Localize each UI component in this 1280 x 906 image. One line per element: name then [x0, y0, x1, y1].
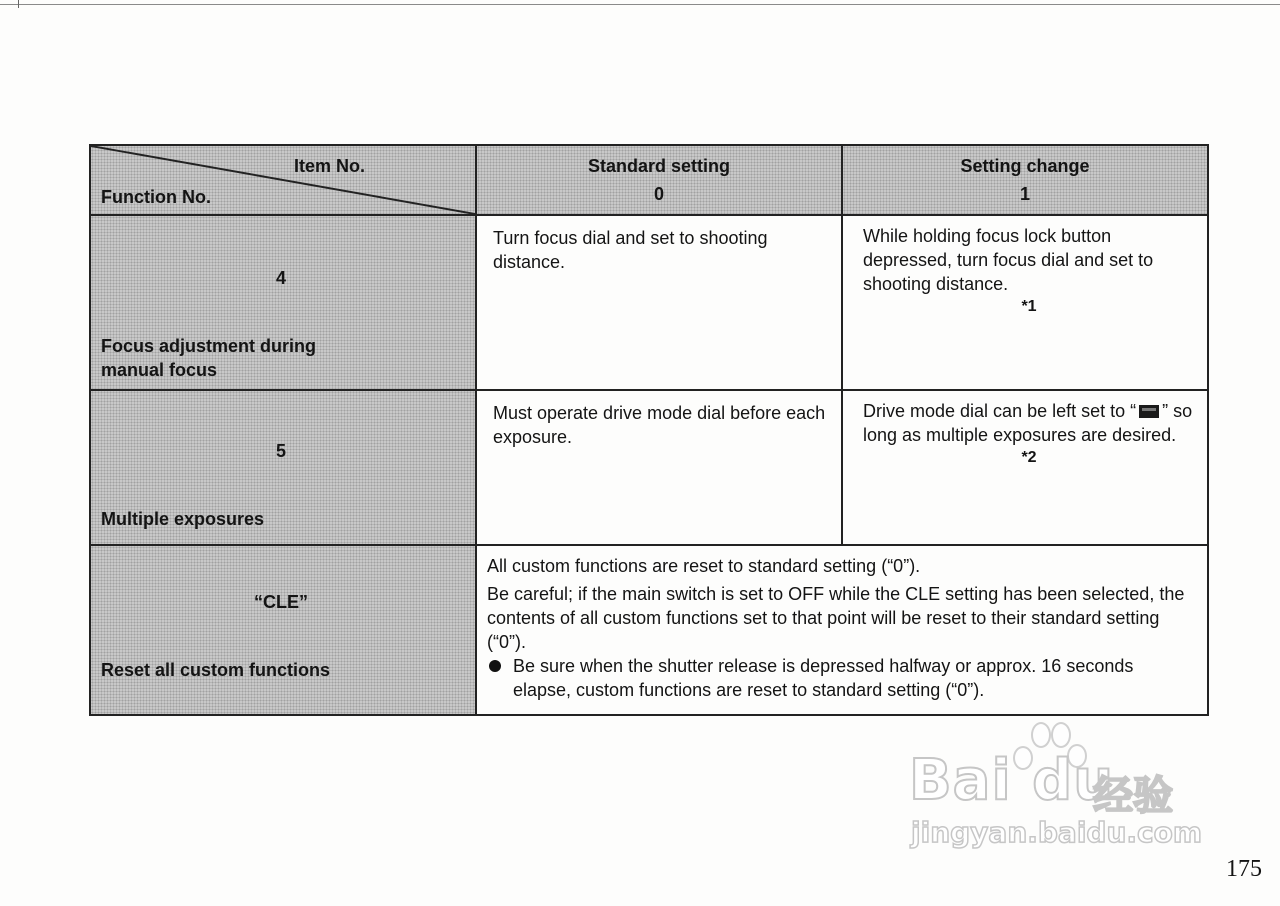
function-number: “CLE”	[254, 592, 308, 612]
function-no-label: Function No.	[101, 187, 211, 207]
cle-line-2: Be careful; if the main switch is set to OFF while the CLE setting has been selected, the contents of all custom functions set to that point will be reset to their standard setting (“0”).	[487, 584, 1185, 652]
page-number: 175	[1226, 856, 1262, 882]
function-row-cle	[90, 545, 1208, 715]
standard-description: Must operate drive mode dial before each exposure.	[493, 403, 826, 447]
change-description: While holding focus lock button depressed, turn focus dial and set to shooting distance.	[863, 226, 1154, 294]
change-description	[863, 399, 1195, 447]
footnote-marker: *1	[1021, 298, 1037, 315]
change-text-before: Drive mode dial can be left set to “	[863, 401, 1137, 421]
function-4-standard	[476, 215, 842, 390]
function-name: Focus adjustment during manual focus	[101, 336, 317, 380]
watermark-chinese: 经验	[1093, 774, 1173, 818]
item-no-label: Item No.	[293, 156, 365, 176]
header-standard-cell	[476, 145, 842, 215]
function-row-5	[90, 390, 1208, 545]
top-scan-tick	[18, 0, 19, 8]
function-5-change	[842, 390, 1208, 545]
change-text-after: ” so long as multiple exposures are desired.	[863, 401, 1193, 445]
baidu-watermark	[905, 718, 1205, 858]
custom-functions-table	[89, 144, 1209, 716]
watermark-url: jingyan.baidu.com	[911, 816, 1203, 849]
function-number: 5	[275, 441, 286, 461]
multiple-exposure-mode-icon	[1139, 405, 1159, 418]
function-name: Reset all custom functions	[101, 660, 331, 680]
function-number: 4	[275, 268, 286, 288]
standard-setting-value: 0	[653, 184, 664, 204]
function-4-change	[842, 215, 1208, 390]
cle-bullet-item	[487, 654, 1193, 702]
watermark-brand: Bai du	[909, 748, 1115, 813]
header-corner-cell	[90, 145, 476, 215]
function-4-cell	[90, 215, 476, 390]
standard-setting-title: Standard setting	[587, 156, 730, 176]
header-row	[90, 145, 1208, 215]
function-5-cell	[90, 390, 476, 545]
function-5-standard	[476, 390, 842, 545]
top-scan-rule	[0, 4, 1280, 5]
cle-bullet-text: Be sure when the shutter release is depressed halfway or approx. 16 seconds elapse, custom functions are reset to standard setting (“0”).	[513, 656, 1134, 700]
cle-description-cell	[476, 545, 1208, 715]
standard-description: Turn focus dial and set to shooting distance.	[493, 228, 768, 272]
setting-change-title: Setting change	[960, 156, 1090, 176]
bullet-icon	[489, 660, 501, 672]
header-change-cell	[842, 145, 1208, 215]
footnote-marker: *2	[1021, 449, 1037, 466]
function-name: Multiple exposures	[101, 509, 265, 529]
function-cle-cell	[90, 545, 476, 715]
function-row-4	[90, 215, 1208, 390]
cle-line-1: All custom functions are reset to standard setting (“0”).	[487, 556, 921, 576]
setting-change-value: 1	[1019, 184, 1030, 204]
